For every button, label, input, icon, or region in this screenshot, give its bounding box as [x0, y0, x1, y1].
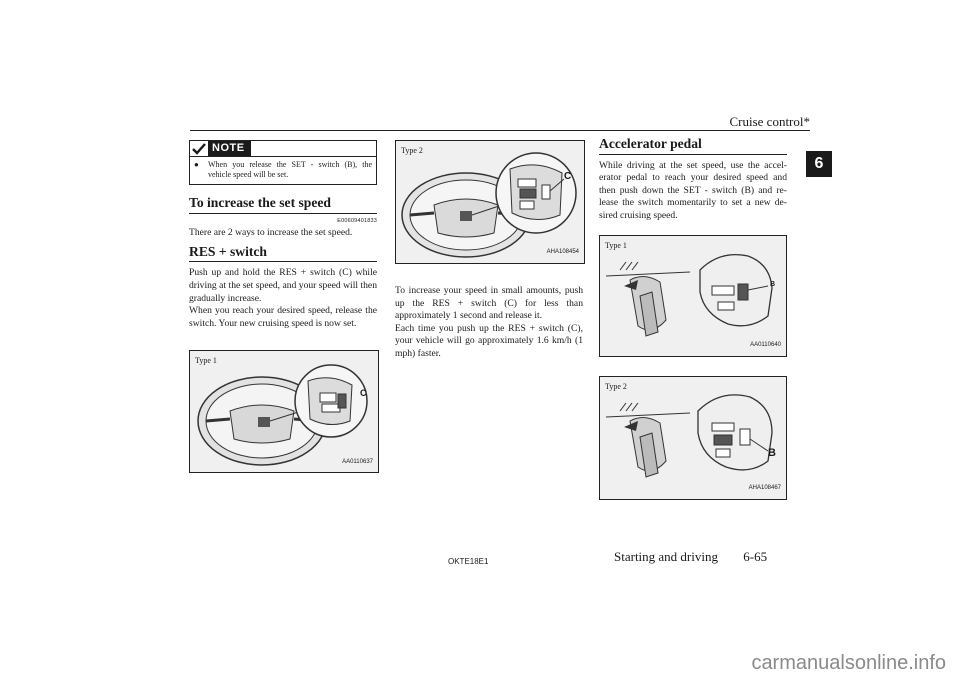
footer-section [614, 549, 767, 565]
checkmark-icon [192, 143, 206, 155]
note-title: NOTE [208, 141, 251, 156]
small-amounts-para-2: Each time you push up the RES + switch (C), your vehicle will go approximately 1.6 km/h (1 mph) faster. [395, 322, 583, 359]
callout-c: C [564, 171, 572, 182]
figure-acc-type2 [599, 376, 787, 500]
res-para-1: Push up and hold the RES + switch (C) while driving at the set speed, and your speed will then gradually increase. [189, 267, 377, 304]
figure-res-type2 [395, 140, 585, 264]
section-code: E00609401833 [337, 217, 377, 224]
page-number: 6-65 [743, 549, 768, 564]
figure-res-type1 [189, 350, 379, 473]
note-box [189, 140, 377, 185]
note-body [190, 157, 376, 184]
steering-wheel-illustration [396, 141, 584, 263]
accelerator-illustration [600, 236, 786, 356]
watermark: carmanualsonline.info [751, 652, 946, 674]
note-text: When you release the SET - switch (B), the vehicle speed will be set. [208, 160, 372, 179]
footer-section-name: Starting and driving [614, 549, 718, 564]
heading-accelerator-pedal: Accelerator pedal [599, 138, 787, 155]
accelerator-illustration [600, 377, 786, 499]
note-header [190, 141, 376, 157]
figure-label: Type 2 [605, 381, 627, 391]
header-rule [190, 130, 810, 131]
heading-increase-speed: To increase the set speed [189, 197, 377, 214]
callout-c: C [360, 388, 367, 399]
figure-acc-type1 [599, 235, 787, 357]
doc-code: OKTE18E1 [448, 557, 489, 566]
chapter-tab[interactable]: 6 [806, 151, 832, 177]
heading-res-switch: RES + switch [189, 246, 377, 263]
column-3 [599, 136, 787, 500]
figure-code: AHA108454 [546, 249, 579, 256]
res-para-2: When you reach your desired speed, release the switch. Your new cruising speed is now set. [189, 305, 377, 329]
figure-label: Type 2 [401, 146, 423, 155]
column-1 [189, 140, 377, 473]
small-amounts-para-1: To increase your speed in small amounts, push up the RES + switch (C) for less than approximately 1 second and release it. [395, 285, 583, 322]
callout-b: B [768, 446, 776, 459]
bullet-icon: ● [194, 160, 199, 169]
callout-b: B [770, 280, 776, 288]
figure-code: AA0110637 [342, 458, 373, 465]
running-header: Cruise control* [729, 114, 810, 129]
figure-label: Type 1 [605, 240, 627, 250]
figure-code: AHA108467 [748, 484, 781, 491]
figure-label: Type 1 [195, 356, 217, 366]
figure-code: AA0110640 [750, 341, 781, 348]
increase-intro: There are 2 ways to increase the set speed. [189, 227, 353, 239]
steering-wheel-illustration [190, 351, 378, 472]
column-2 [395, 140, 583, 361]
accelerator-text: While driving at the set speed, use the accel-erator pedal to reach your desired speed and then push down the SET - switch (B) and re-lease the switch momentarily to set a new de-sired cruising speed. [599, 159, 787, 221]
